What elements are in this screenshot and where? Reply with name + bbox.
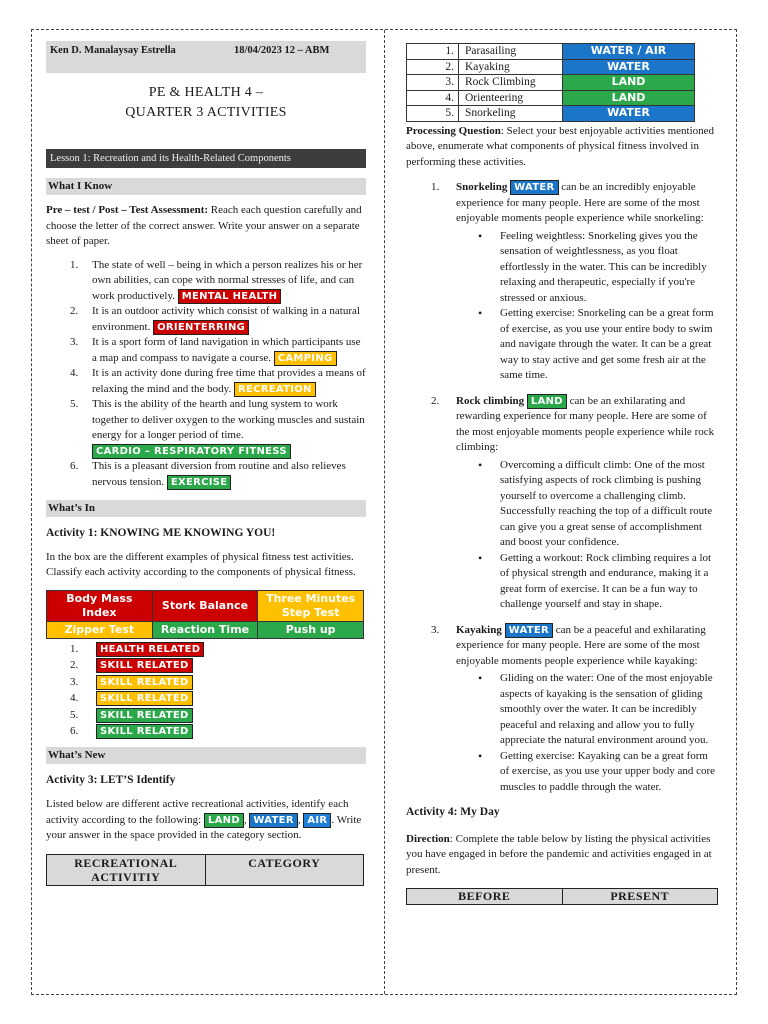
activity-name: Orienteering (459, 90, 563, 106)
activity-category: LAND (563, 90, 695, 106)
tag-water: WATER (249, 813, 297, 828)
before-present-table (406, 888, 718, 905)
activity-3-text-a: Listed below are different active recreational activities, identify each activity according to the following: (46, 798, 349, 826)
activity-3-instructions (46, 797, 366, 844)
direction-label: Direction (406, 832, 450, 845)
answer-intro: can be an incredibly enjoyable experience for many people. Here are some of the most enjoyable moments people experience while snorkeling: (456, 181, 704, 224)
question-number: 4. (70, 367, 79, 379)
student-header (46, 41, 366, 73)
enjoyable-activity-answers (406, 180, 718, 795)
tag-separator: , (297, 813, 301, 826)
processing-question (406, 124, 718, 171)
activity-number: 5. (407, 106, 459, 122)
section-whats-in: What’s In (46, 500, 366, 517)
page-title: PE & HEALTH 4 – QUARTER 3 ACTIVITIES (125, 85, 287, 120)
fitness-test-cell: Push up (258, 621, 364, 638)
answer-number: 3. (431, 623, 440, 636)
fitness-test-cell: Reaction Time (152, 621, 258, 638)
pretest-question-list (46, 258, 366, 491)
classification-answer (46, 642, 366, 659)
classification-answer (46, 691, 366, 708)
activity-name: Rock Climbing (459, 75, 563, 91)
fitness-test-cell: Body Mass Index (47, 590, 153, 621)
pretest-text: Reach each question carefully and choose the letter of the correct answer. Write your answer on a separate sheet of paper. (46, 204, 362, 247)
activity-name: Kayaking (459, 59, 563, 75)
answer-intro: can be a peaceful and exhilarating experience for many people. Here are some of the most enjoyable moments people experience while kayaking: (456, 623, 706, 667)
answer-intro: can be an exhilarating and rewarding experience for many people. Here are some of the most enjoyable moments people experience while rock climbing: (456, 394, 715, 453)
activity-category: WATER (563, 59, 695, 75)
activity-3-title: Activity 3: LET’S Identify (46, 773, 176, 786)
col-present: PRESENT (562, 889, 718, 905)
classification-answer (46, 724, 366, 741)
processing-text: : Select your best enjoyable activities mentioned above, enumerate what components of physical fitness involved in performing these activities. (406, 124, 715, 168)
activity-row (407, 90, 695, 106)
bullet-point: • Getting exercise: Kayaking can be a great form of exercise, as you use your upper body and core muscles to paddle through the water. (406, 749, 718, 796)
tag-land: LAND (204, 813, 244, 828)
bullet-point: • Getting exercise: Snorkeling can be a great form of exercise, as you use your entire body to swim and navigate through the water. It can be a great way to stay active and get some fresh air at the same time. (406, 306, 718, 384)
tag-air: AIR (303, 813, 331, 828)
question-text: The state of well – being in which a person realizes his or her own abilities, can cope with normal stresses of life, and can work productively. (92, 258, 363, 302)
fitness-row (47, 590, 364, 621)
category-table-header (46, 854, 364, 886)
answer-bullets (406, 229, 718, 384)
activity-4-direction (406, 832, 718, 879)
bullet-point: • Feeling weightless: Snorkeling gives you the sensation of weightlessness, as you float effortlessly in the water. This can be incredibly relaxing and therapeutic, especially if you're stressed or anxious. (406, 229, 718, 307)
column-divider (384, 30, 385, 994)
question-number: 6. (70, 460, 79, 472)
activity-category-table (406, 43, 695, 122)
question-text: It is an activity done during free time that provides a means of relaxing the mind and the body. (92, 367, 366, 395)
answer-tag: CARDIO – RESPIRATORY FITNESS (92, 444, 291, 459)
section-what-i-know: What I Know (46, 178, 366, 195)
classification-answer (46, 708, 366, 725)
question-text: It is an outdoor activity which consist of walking in a natural environment. (92, 305, 360, 333)
activity-number: 1. (407, 44, 459, 60)
activity-category: WATER / AIR (563, 44, 695, 60)
right-column (406, 43, 718, 905)
category-tag: WATER (510, 180, 558, 195)
answer-number: 2. (70, 659, 79, 671)
answer-tag: SKILL RELATED (96, 691, 193, 706)
student-name: Ken D. Manalaysay Estrella (50, 45, 176, 56)
bullet-point: • Overcoming a difficult climb: One of the most satisfying aspects of rock climbing is pushing yourself to overcome a challenging climb. Successfully reaching the top of a difficult route can give you a great sense of accomplishment and boost your confidence. (406, 458, 718, 551)
processing-label: Processing Question (406, 124, 501, 137)
answer-tag: CAMPING (274, 351, 337, 366)
answer-tag: HEALTH RELATED (96, 642, 204, 657)
answer-bullets (406, 671, 718, 795)
pretest-label: Pre – test / Post – Test Assessment: (46, 204, 209, 216)
activity-category: LAND (563, 75, 695, 91)
answer-tag: MENTAL HEALTH (178, 289, 282, 304)
activity-1-instructions: In the box are the different examples of physical fitness test activities. Classify each activity according to the components of physical fitness. (46, 550, 356, 578)
activity-row (407, 44, 695, 60)
question-number: 2. (70, 305, 79, 317)
classification-answer (46, 675, 366, 692)
tag-separator: , (243, 813, 247, 826)
activity-number: 2. (407, 59, 459, 75)
activity-number: 4. (407, 90, 459, 106)
activity-4-title: Activity 4: My Day (406, 806, 500, 818)
activity-name: Parasailing (459, 44, 563, 60)
answer-tag: SKILL RELATED (96, 708, 193, 723)
left-column (46, 41, 366, 886)
question-number: 5. (70, 398, 79, 410)
answer-tag: SKILL RELATED (96, 724, 193, 739)
answer-number: 1. (431, 181, 440, 193)
category-tag: LAND (527, 394, 567, 409)
fitness-test-cell: Three Minutes Step Test (258, 590, 364, 621)
answer-number: 2. (431, 394, 440, 407)
pretest-question (46, 459, 366, 490)
activity-name: Snorkeling (459, 106, 563, 122)
question-number: 1. (70, 258, 79, 271)
lesson-banner: Lesson 1: Recreation and its Health-Related Components (46, 149, 366, 168)
activity-number: 3. (407, 75, 459, 91)
fitness-test-table (46, 590, 364, 639)
activity-row (407, 106, 695, 122)
answer-tag: SKILL RELATED (96, 658, 193, 673)
activity-1-title: Activity 1: KNOWING ME KNOWING YOU! (46, 527, 276, 539)
question-text: It is a sport form of land navigation in which participants use a map and compass to navigate a course. (92, 336, 361, 364)
bullet-point: • Getting a workout: Rock climbing requires a lot of physical strength and endurance, making it a great form of exercise. It can be a fun way to challenge yourself and stay in shape. (406, 551, 718, 613)
answer-number: 1. (70, 642, 79, 655)
activity-name: Kayaking (456, 623, 502, 636)
activity-3-text-b: . Write your answer in the space provided in the category section. (46, 813, 362, 841)
direction-text: : Complete the table below by listing the physical activities you have engaged in before the pandemic and activities engaged in at present. (406, 832, 712, 876)
answer-tag: SKILL RELATED (96, 675, 193, 690)
pretest-question (46, 397, 366, 459)
col-category: CATEGORY (205, 854, 364, 885)
answer-number: 6. (70, 725, 79, 737)
answer-number: 3. (70, 675, 79, 688)
classification-answer-list (46, 642, 366, 741)
pretest-question (46, 258, 366, 305)
activity-answer (406, 394, 718, 456)
activity-answer (406, 623, 718, 670)
question-number: 3. (70, 336, 79, 348)
activity-row (407, 75, 695, 91)
bullet-point: • Gliding on the water: One of the most enjoyable aspects of kayaking is the sensation of gliding smoothly over the water. It can be incredibly peaceful and relaxing and allow you to fully appreciate the natural environment around you. (406, 671, 718, 749)
col-before: BEFORE (407, 889, 563, 905)
pretest-question (46, 304, 366, 335)
question-text: This is the ability of the hearth and lung system to work together to deliver oxygen to the working muscles and sustain energy for a longer period of time. (92, 398, 365, 441)
activity-name: Snorkeling (456, 181, 508, 193)
activity-row (407, 59, 695, 75)
pretest-question (46, 366, 366, 397)
answer-tag: EXERCISE (167, 475, 232, 490)
activity-category: WATER (563, 106, 695, 122)
question-text: This is a pleasant diversion from routine and also relieves nervous tension. (92, 460, 346, 488)
answer-bullets (406, 458, 718, 613)
answer-tag: ORIENTERRING (153, 320, 249, 335)
pretest-instructions (46, 203, 366, 250)
classification-answer (46, 658, 366, 675)
pretest-question (46, 335, 366, 366)
section-whats-new: What’s New (46, 747, 366, 764)
fitness-row (47, 621, 364, 638)
answer-number: 4. (70, 692, 79, 704)
answer-tag: RECREATION (234, 382, 316, 397)
date-section: 18/04/2023 12 – ABM (234, 45, 330, 56)
col-recreational-activity: RECREATIONAL ACTIVITIY (47, 854, 206, 885)
activity-answer (406, 180, 718, 227)
category-tag: WATER (505, 623, 553, 638)
answer-number: 5. (70, 708, 79, 721)
fitness-test-cell: Zipper Test (47, 621, 153, 638)
activity-name: Rock climbing (456, 394, 525, 407)
fitness-test-cell: Stork Balance (152, 590, 258, 621)
